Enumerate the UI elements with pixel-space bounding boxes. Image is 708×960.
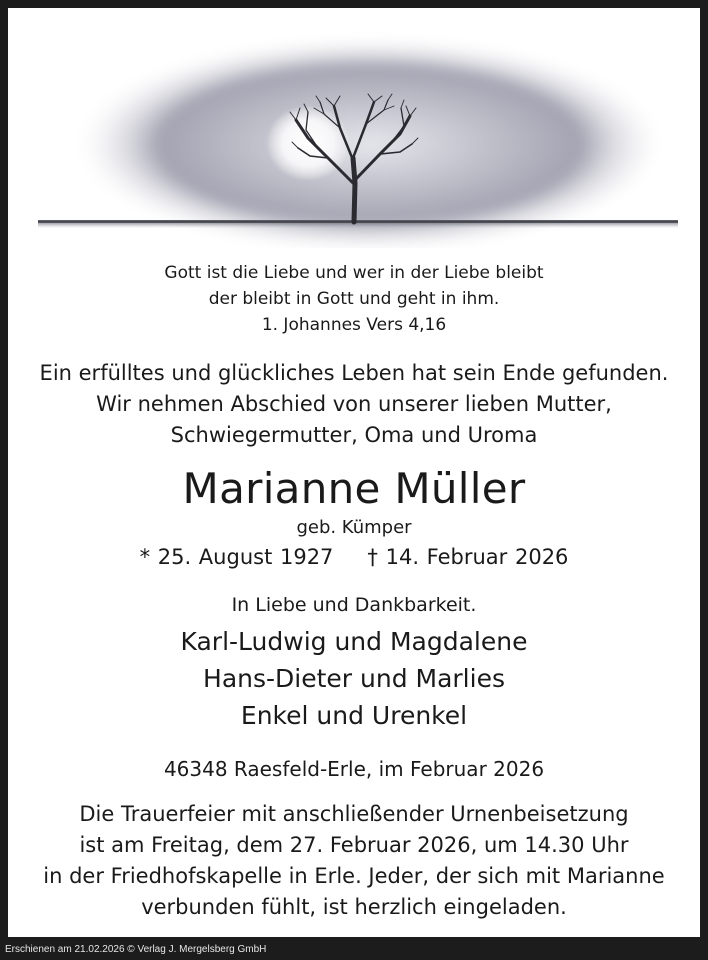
tree-landscape-image — [8, 8, 700, 248]
verse-reference: 1. Johannes Vers 4,16 — [261, 315, 447, 335]
intro-text — [8, 358, 700, 451]
mourner-1: Karl-Ludwig und Magdalene — [180, 627, 528, 656]
verse-line-1: Gott ist die Liebe und wer in der Liebe bleibt — [164, 263, 544, 283]
mourner-2: Hans-Dieter und Marlies — [203, 664, 505, 693]
intro-line-3: Schwiegermutter, Oma und Uroma — [170, 423, 538, 447]
place-date: 46348 Raesfeld-Erle, im Februar 2026 — [163, 757, 545, 781]
publication-footer: Erschienen am 21.02.2026 © Verlag J. Mergelsberg GmbH — [5, 944, 267, 955]
birth-date: * 25. August 1927 — [139, 545, 334, 569]
intro-line-2: Wir nehmen Abschied von unserer lieben Mutter, — [96, 392, 612, 416]
verse-line-2: der bleibt in Gott und geht in ihm. — [208, 289, 500, 309]
thanks-line: In Liebe und Dankbarkeit. — [231, 594, 477, 616]
service-line-4: verbunden fühlt, ist herzlich eingeladen. — [141, 895, 567, 919]
deceased-name: Marianne Müller — [182, 464, 526, 513]
life-dates — [8, 542, 700, 572]
service-line-3: in der Friedhofskapelle in Erle. Jeder, der sich mit Marianne — [43, 864, 665, 888]
service-line-1: Die Trauerfeier mit anschließender Urnenbeisetzung — [79, 802, 629, 826]
mourner-3: Enkel und Urenkel — [240, 701, 468, 730]
intro-line-1: Ein erfülltes und glückliches Leben hat sein Ende gefunden. — [39, 361, 669, 385]
service-line-2: ist am Freitag, dem 27. Februar 2026, um 14.30 Uhr — [79, 833, 629, 857]
birth-name: geb. Kümper — [296, 517, 412, 538]
service-info — [8, 799, 700, 923]
bible-verse — [8, 260, 700, 338]
obituary-card — [8, 8, 700, 937]
death-date: † 14. Februar 2026 — [367, 545, 569, 569]
mourners-list — [8, 623, 700, 734]
